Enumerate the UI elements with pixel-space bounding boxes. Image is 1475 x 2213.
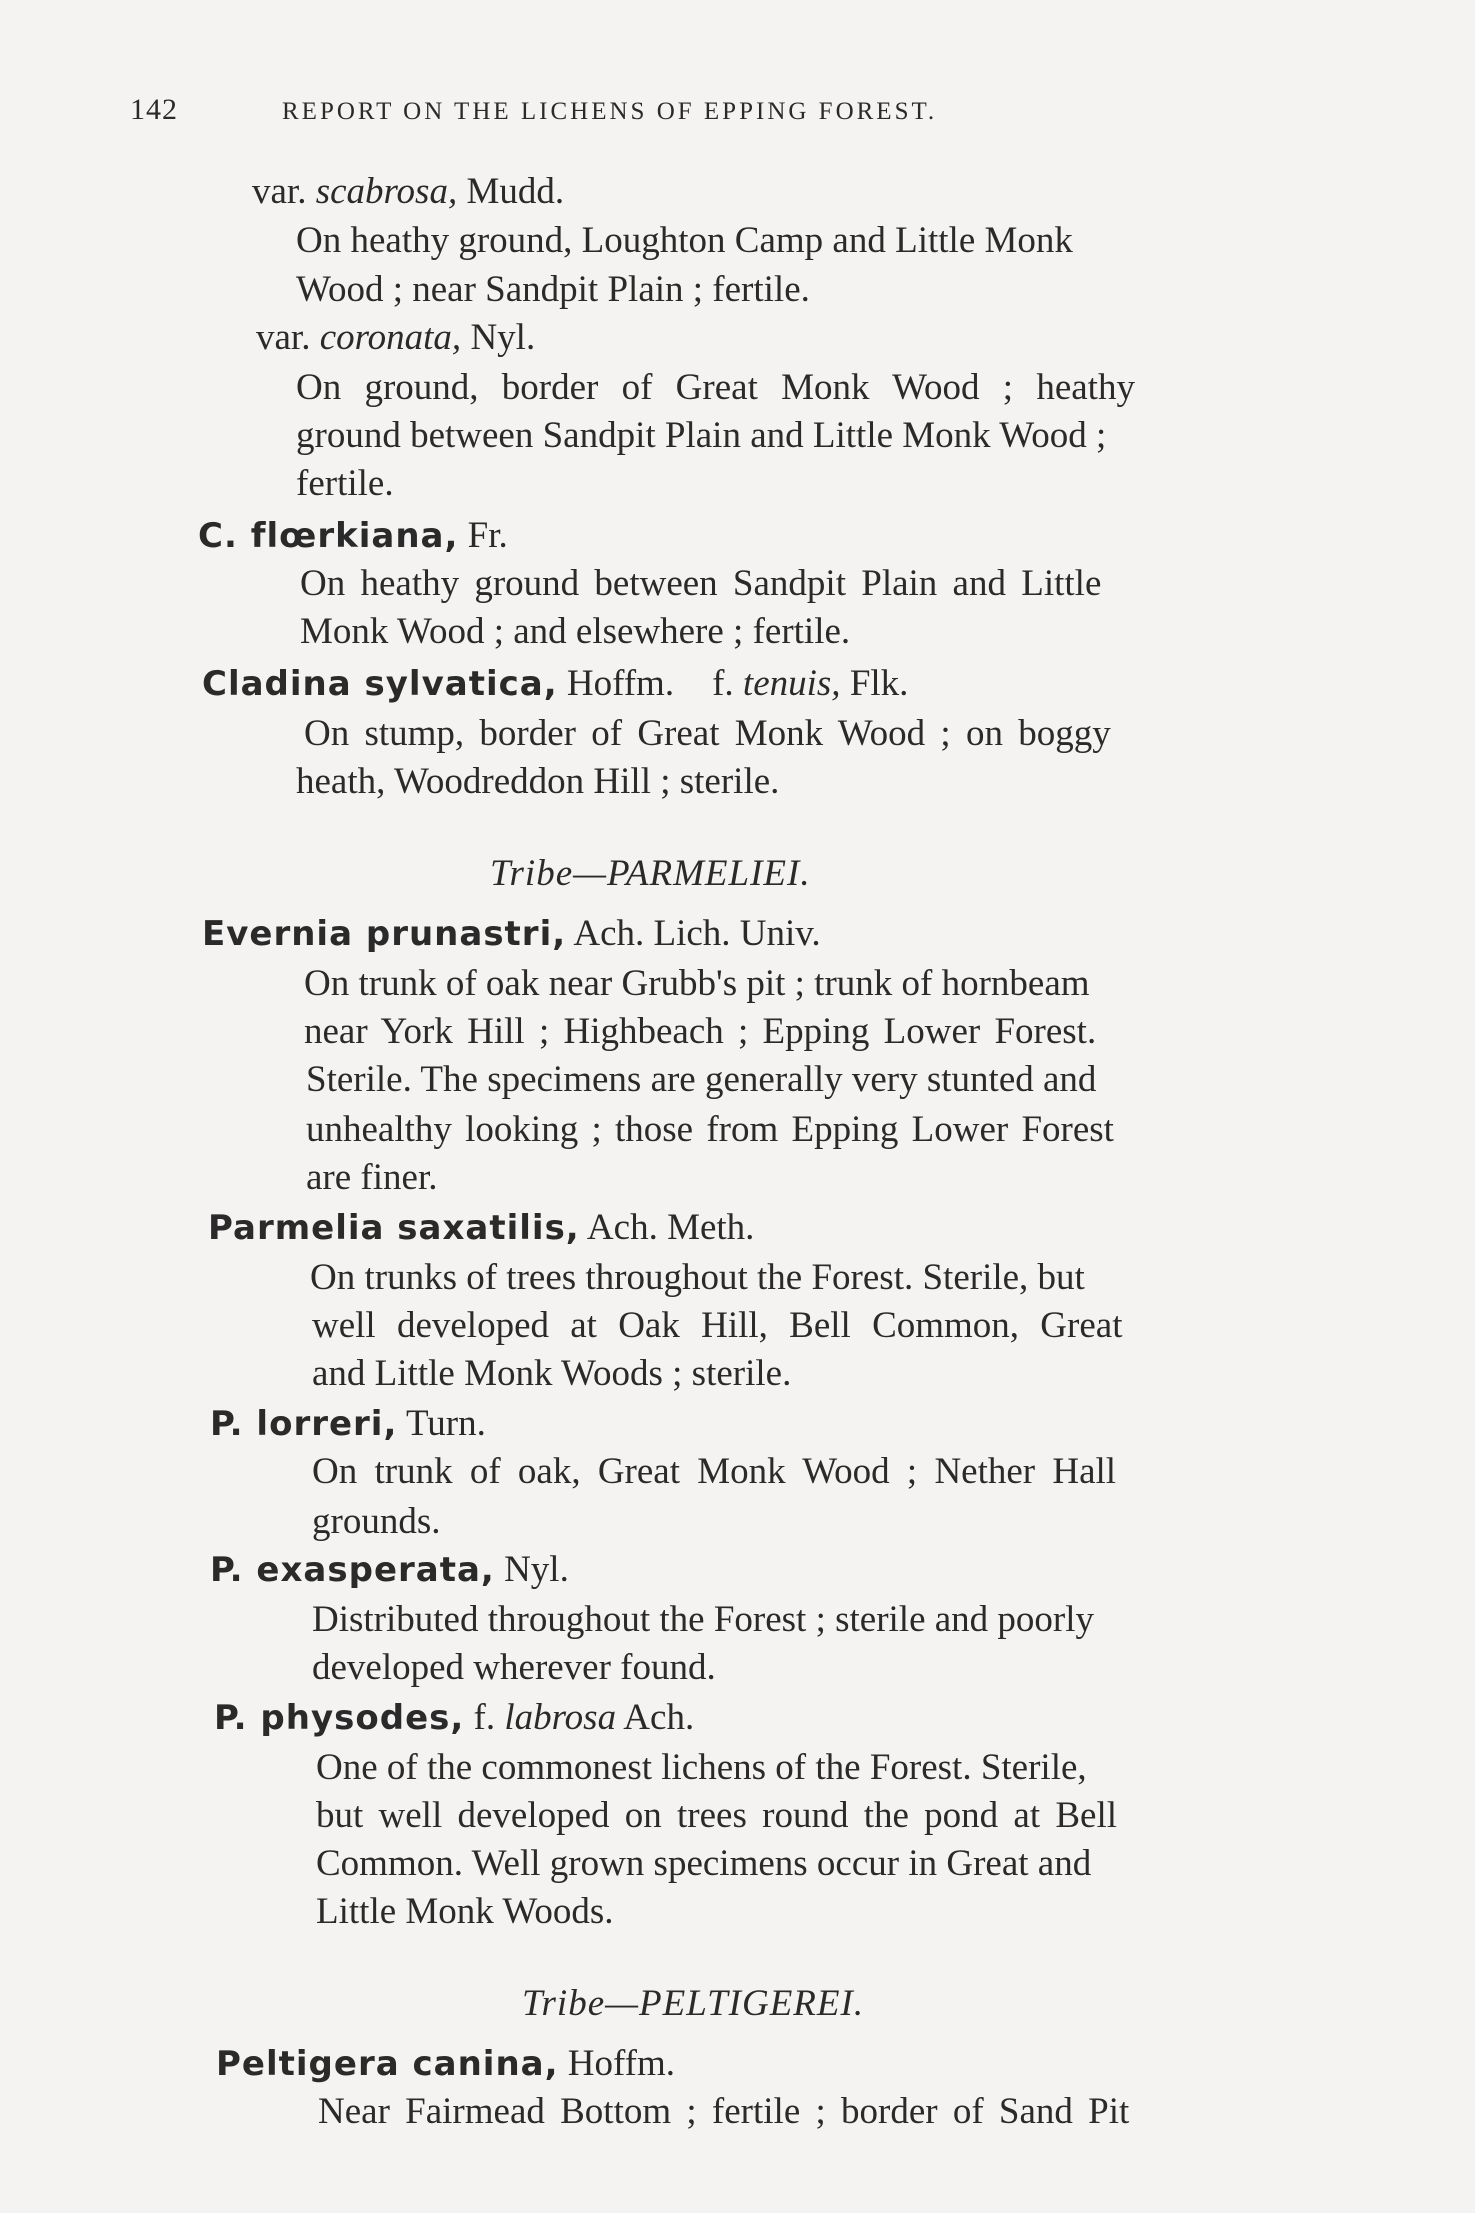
species-name: P. physodes,: [214, 1698, 465, 1738]
tribe-heading-peltigerei: Tribe—PELTIGEREI.: [522, 1983, 865, 2024]
species-name: Parmelia saxatilis,: [208, 1208, 580, 1248]
form-name: labrosa: [504, 1697, 617, 1738]
page-number: 142: [130, 93, 178, 126]
text-line: are finer.: [306, 1157, 438, 1198]
entry-heading-peltigera: [216, 2042, 675, 2086]
entry-heading-coronata: [256, 316, 535, 360]
text-line: On trunk of oak near Grubb's pit ; trunk of hornbeam: [304, 963, 1090, 1004]
text-line: and Little Monk Woods ; sterile.: [312, 1353, 792, 1394]
author: Ach.: [616, 1697, 695, 1738]
text-line: On heathy ground, Loughton Camp and Little Monk: [296, 220, 1073, 261]
text-line: fertile.: [296, 463, 394, 504]
species-name: C. flœrkiana,: [198, 516, 459, 556]
author: Ach. Lich. Univ.: [566, 913, 821, 954]
species-name: Evernia prunastri,: [202, 914, 567, 954]
entry-heading-physodes: [214, 1696, 694, 1740]
form-name: tenuis,: [742, 663, 841, 704]
author: Mudd.: [457, 171, 565, 212]
author: Flk.: [840, 663, 909, 704]
entry-heading-exasperata: [210, 1548, 569, 1592]
text-line: Common. Well grown specimens occur in Great and: [316, 1843, 1092, 1884]
running-title: REPORT ON THE LICHENS OF EPPING FOREST.: [282, 98, 938, 125]
entry-heading-floerkiana: [198, 514, 508, 558]
author: Nyl.: [494, 1549, 569, 1590]
var-prefix: var.: [256, 317, 320, 358]
author: Turn.: [397, 1403, 486, 1444]
text-line: grounds.: [312, 1501, 441, 1542]
form-prefix: f.: [712, 663, 743, 704]
text-line: Wood ; near Sandpit Plain ; fertile.: [296, 269, 810, 310]
form-prefix: f.: [464, 1697, 505, 1738]
text-line: Monk Wood ; and elsewhere ; fertile.: [300, 611, 851, 652]
text-line: but well developed on trees round the pond at Bell: [316, 1795, 1118, 1836]
text-line: On trunk of oak, Great Monk Wood ; Nether Hall: [312, 1451, 1117, 1492]
text-line: On trunks of trees throughout the Forest. Sterile, but: [310, 1257, 1085, 1298]
entry-heading-saxatilis: [208, 1206, 754, 1250]
text-line: well developed at Oak Hill, Bell Common, Great: [312, 1305, 1123, 1346]
species-name: P. lorreri,: [210, 1404, 398, 1444]
text-line: One of the commonest lichens of the Forest. Sterile,: [316, 1747, 1087, 1788]
text-line: Near Fairmead Bottom ; fertile ; border of Sand Pit: [318, 2091, 1130, 2132]
text-line: Little Monk Woods.: [316, 1891, 614, 1932]
entry-heading-cladina: [202, 662, 908, 706]
var-prefix: var.: [252, 171, 316, 212]
text-line: On stump, border of Great Monk Wood ; on boggy: [304, 713, 1111, 754]
species-name: Cladina sylvatica,: [202, 664, 558, 704]
text-line: heath, Woodreddon Hill ; sterile.: [296, 761, 780, 802]
author: Nyl.: [461, 317, 536, 358]
entry-heading-evernia: [202, 912, 821, 956]
author: Hoffm.: [558, 2043, 675, 2084]
entry-heading-scabrosa: [252, 170, 564, 214]
author: Hoffm.: [557, 663, 675, 704]
species-name: Peltigera canina,: [216, 2044, 559, 2084]
species-name: P. exasperata,: [210, 1550, 495, 1590]
author: Ach. Meth.: [579, 1207, 755, 1248]
text-line: On ground, border of Great Monk Wood ; heathy: [296, 367, 1135, 408]
tribe-heading-parmeliei: Tribe—PARMELIEI.: [490, 853, 811, 894]
variety-name: scabrosa,: [315, 171, 458, 212]
variety-name: coronata,: [319, 317, 462, 358]
entry-heading-lorreri: [210, 1402, 486, 1446]
author: Fr.: [458, 515, 508, 556]
text-line: unhealthy looking ; those from Epping Lower Forest: [306, 1109, 1114, 1150]
text-line: near York Hill ; Highbeach ; Epping Lower Forest.: [304, 1011, 1097, 1052]
text-line: Distributed throughout the Forest ; sterile and poorly: [312, 1599, 1095, 1640]
text-line: On heathy ground between Sandpit Plain and Little: [300, 563, 1102, 604]
text-line: developed wherever found.: [312, 1647, 716, 1688]
text-line: Sterile. The specimens are generally very stunted and: [306, 1059, 1097, 1100]
text-line: ground between Sandpit Plain and Little Monk Wood ;: [296, 415, 1107, 456]
